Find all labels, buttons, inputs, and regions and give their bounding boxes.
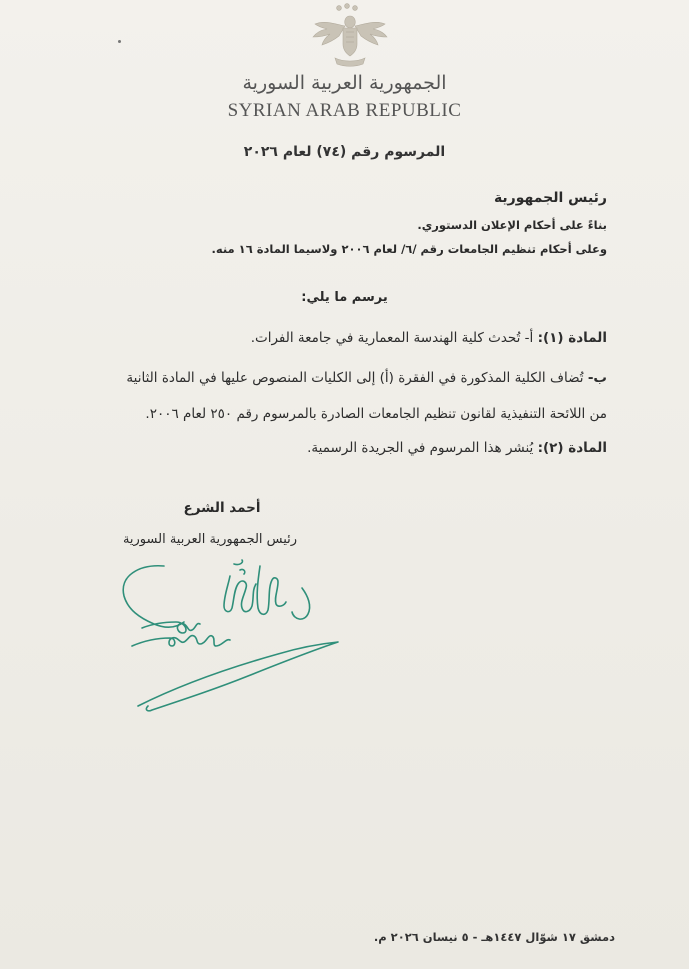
article-1b-text-1: تُضاف الكلية المذكورة في الفقرة (أ) إلى الكليات المنصوص عليها في المادة الثانية [126, 370, 588, 386]
country-title-english: SYRIAN ARAB REPUBLIC [227, 100, 462, 121]
article-1 [251, 330, 607, 346]
article-2 [307, 440, 607, 456]
article-1b-line-2: من اللائحة التنفيذية لقانون تنظيم الجامعات الصادرة بالمرسوم رقم ٢٥٠ لعام ٢٠٠٦. [145, 406, 607, 422]
article-1-text: أ- تُحدث كلية الهندسة المعمارية في جامعة الفرات. [250, 330, 538, 346]
article-1-label: المادة (١): [537, 330, 607, 346]
legal-basis-1: بناءً على أحكام الإعلان الدستوري. [417, 218, 607, 232]
handwritten-signature [112, 558, 352, 718]
president-heading: رئيس الجمهورية [493, 190, 607, 206]
decree-date: دمشق ١٧ شوّال ١٤٤٧هـ - ٥ نيسان ٢٠٢٦ م. [373, 930, 615, 944]
country-title-arabic: الجمهورية العربية السورية [242, 72, 447, 94]
legal-basis-2: وعلى أحكام تنظيم الجامعات رقم /٦/ لعام ٢٠٠٦ ولاسيما المادة ١٦ منه. [211, 242, 607, 256]
article-1b-line-1 [126, 370, 607, 386]
signer-title: رئيس الجمهورية العربية السورية [122, 532, 298, 547]
article-1b-label: ب- [587, 370, 607, 386]
signer-name: أحمد الشرع [183, 500, 261, 516]
decrees-intro: يرسم ما يلي: [301, 290, 388, 305]
article-2-label: المادة (٢): [537, 440, 607, 456]
scan-speck [118, 40, 121, 43]
decree-title: المرسوم رقم (٧٤) لعام ٢٠٢٦ [243, 144, 446, 160]
emblem-icon [305, 2, 395, 68]
article-2-text: يُنشر هذا المرسوم في الجريدة الرسمية. [307, 440, 538, 456]
